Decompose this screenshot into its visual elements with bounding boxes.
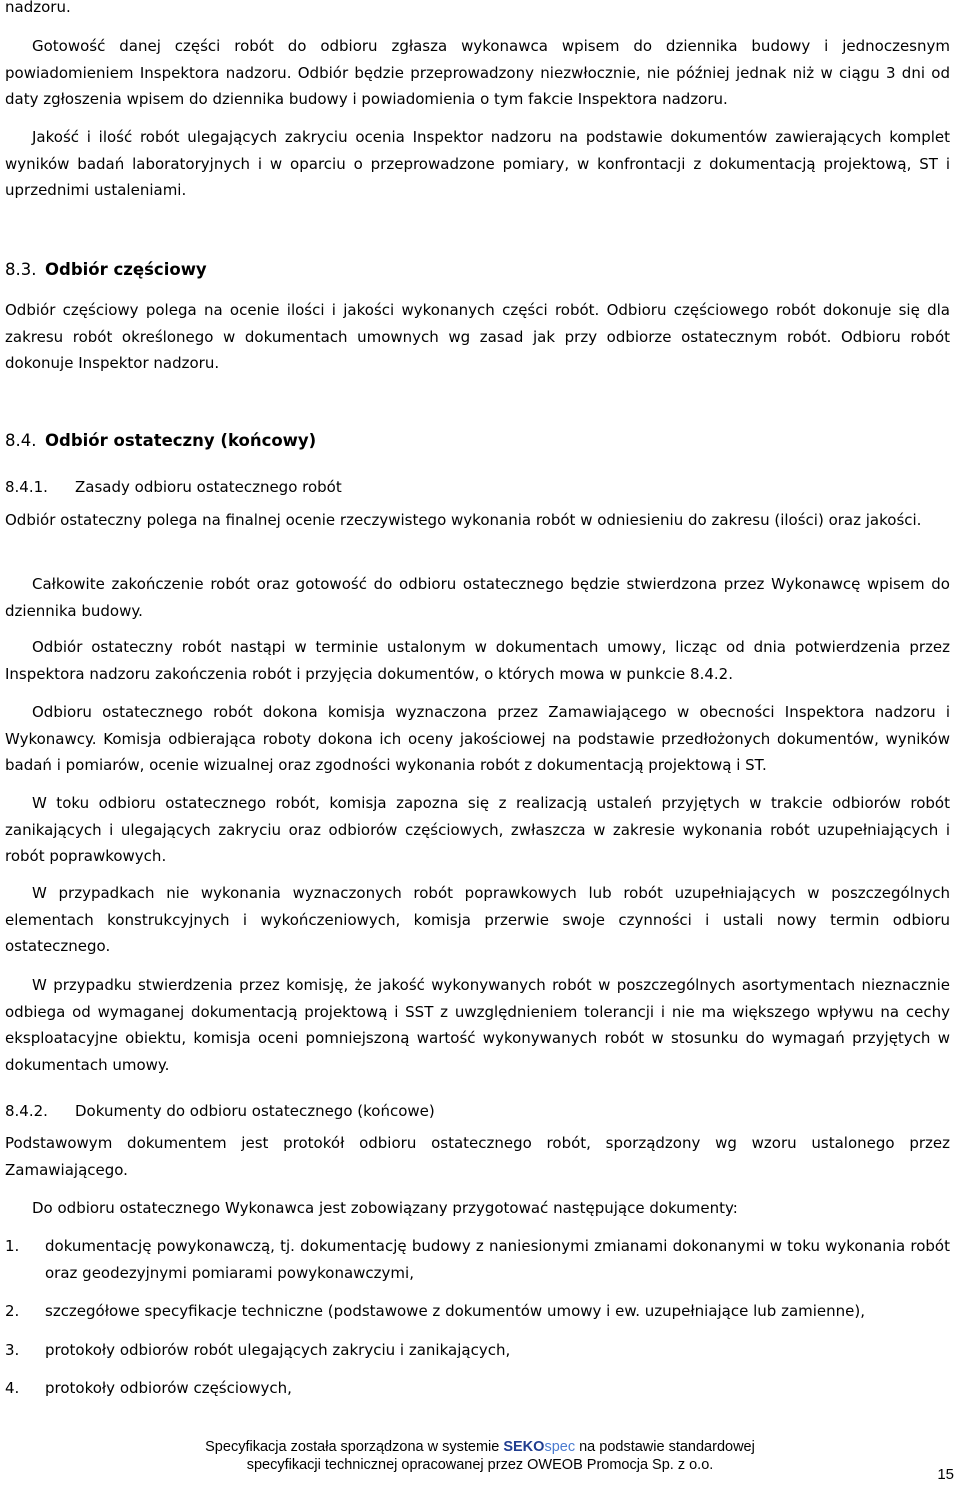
section-number: 8.3. xyxy=(5,260,37,279)
page-footer xyxy=(0,1438,960,1474)
list-item-text: szczegółowe specyfikacje techniczne (podstawowe z dokumentów umowy i ew. uzupełniające lub zamienne), xyxy=(45,1302,866,1320)
list-item-text: dokumentację powykonawczą, tj. dokumentację budowy z naniesionymi zmianami dokonanymi w toku wykonania robót oraz geodezyjnymi pomiarami powykonawczymi, xyxy=(45,1237,950,1282)
list-item-number: 4. xyxy=(5,1379,20,1397)
footer-line-1 xyxy=(0,1438,960,1456)
paragraph-partial-acceptance: Odbiór częściowy polega na ocenie ilości i jakości wykonanych części robót. Odbioru częściowego robót dokonuje się dla zakresu robót określonego w dokumentach umownych wg zasad jak przy odbiorze ostatecznym robót. Odbioru robót dokonuje Inspektor nadzoru. xyxy=(5,301,950,372)
paragraph-final-date: Odbiór ostateczny robót nastąpi w terminie ustalonym w dokumentach umowy, licząc od dnia potwierdzenia przez Inspektora nadzoru zakończenia robót i przyjęcia dokumentów, o których mowa w punkcie 8.4.2. xyxy=(5,638,950,683)
list-item xyxy=(5,1375,950,1402)
brand-logo-part: spec xyxy=(544,1439,576,1455)
subsection-title: Zasady odbioru ostatecznego robót xyxy=(75,478,342,496)
documents-list xyxy=(5,1233,950,1414)
list-item xyxy=(5,1298,950,1325)
paragraph-commission: Odbioru ostatecznego robót dokona komisja wyznaczona przez Zamawiającego w obecności Inspektora nadzoru i Wykonawcy. Komisja odbierająca roboty dokona ich oceny jakościowej na podstawie przedłożonych dokumentów, wyników badań i pomiarów, ocenie wizualnej oraz zgodności wykonania robót z dokumentacją projektową i ST. xyxy=(5,703,950,774)
paragraph-protocol: Podstawowym dokumentem jest protokół odbioru ostatecznego robót, sporządzony wg wzoru ustalonego przez Zamawiającego. xyxy=(5,1134,950,1179)
paragraph-reduced-value: W przypadku stwierdzenia przez komisję, że jakość wykonywanych robót w poszczególnych asortymentach nieznacznie odbiega od wymaganej dokumentacją projektową i SST z uwzględnieniem tolerancji i nie ma większego wpływu na cechy eksploatacyjne obiektu, komisja oceni pomniejszoną wartość wykonywanych robót w stosunku do wymagań przyjętych w dokumentach umowy. xyxy=(5,976,950,1074)
subsection-title: Dokumenty do odbioru ostatecznego (końcowe) xyxy=(75,1102,435,1120)
subsection-heading-8-4-1 xyxy=(5,478,342,496)
footer-line-2: specyfikacji technicznej opracowanej przez OWEOB Promocja Sp. z o.o. xyxy=(246,1457,714,1473)
section-heading-8-4 xyxy=(5,431,316,450)
footer-text: Specyfikacja została sporządzona w systemie xyxy=(205,1439,504,1455)
subsection-heading-8-4-2 xyxy=(5,1102,435,1120)
list-item xyxy=(5,1233,950,1286)
list-item-number: 2. xyxy=(5,1302,20,1320)
list-item xyxy=(5,1337,950,1364)
section-heading-8-3 xyxy=(5,260,207,279)
footer-text: na podstawie standardowej xyxy=(575,1439,755,1455)
list-item-number: 3. xyxy=(5,1340,20,1359)
subsection-number: 8.4.2. xyxy=(5,1102,48,1120)
subsection-number: 8.4.1. xyxy=(5,478,48,496)
paragraph-readiness: Gotowość danej części robót do odbioru zgłasza wykonawca wpisem do dziennika budowy i jednoczesnym powiadomieniem Inspektora nadzoru. Odbiór będzie przeprowadzony niezwłocznie, nie później jednak niż w ciągu 3 dni od daty zgłoszenia wpisem do dziennika budowy i powiadomienia o tym fakcie Inspektora nadzoru. xyxy=(5,37,950,108)
section-title: Odbiór częściowy xyxy=(45,260,207,279)
paragraph-completion: Całkowite zakończenie robót oraz gotowość do odbioru ostatecznego będzie stwierdzona przez Wykonawcę wpisem do dziennika budowy. xyxy=(5,575,950,620)
list-item-number: 1. xyxy=(5,1237,20,1255)
list-item-text: protokoły odbiorów robót ulegających zakryciu i zanikających, xyxy=(45,1340,511,1359)
paragraph-final-acceptance: Odbiór ostateczny polega na finalnej ocenie rzeczywistego wykonania robót w odniesieniu do zakresu (ilości) oraz jakości. xyxy=(5,511,922,529)
paragraph-carryover: nadzoru. xyxy=(5,0,71,16)
brand-logo-part: SEKO xyxy=(503,1439,545,1455)
paragraph-review: W toku odbioru ostatecznego robót, komisja zapozna się z realizacją ustaleń przyjętych w trakcie odbiorów robót zanikających i ulegających zakryciu oraz odbiorów częściowych, zwłaszcza w zakresie wykonania robót uzupełniających i robót poprawkowych. xyxy=(5,794,950,865)
paragraph-interruption: W przypadkach nie wykonania wyznaczonych robót poprawkowych lub robót uzupełniających w poszczególnych elementach konstrukcyjnych i wykończeniowych, komisja przerwie swoje czynności i ustali nowy termin odbioru ostatecznego. xyxy=(5,884,950,955)
section-number: 8.4. xyxy=(5,431,37,450)
list-item-text: protokoły odbiorów częściowych, xyxy=(45,1379,292,1397)
paragraph-quality-check: Jakość i ilość robót ulegających zakryciu ocenia Inspektor nadzoru na podstawie dokumentów zawierających komplet wyników badań laboratoryjnych i w oparciu o przeprowadzone pomiary, w konfrontacji z dokumentacją projektową, ST i uprzednimi ustaleniami. xyxy=(5,128,950,199)
paragraph-documents-intro: Do odbioru ostatecznego Wykonawca jest zobowiązany przygotować następujące dokumenty: xyxy=(32,1199,738,1217)
page-number: 15 xyxy=(937,1466,954,1483)
section-title: Odbiór ostateczny (końcowy) xyxy=(45,431,317,450)
